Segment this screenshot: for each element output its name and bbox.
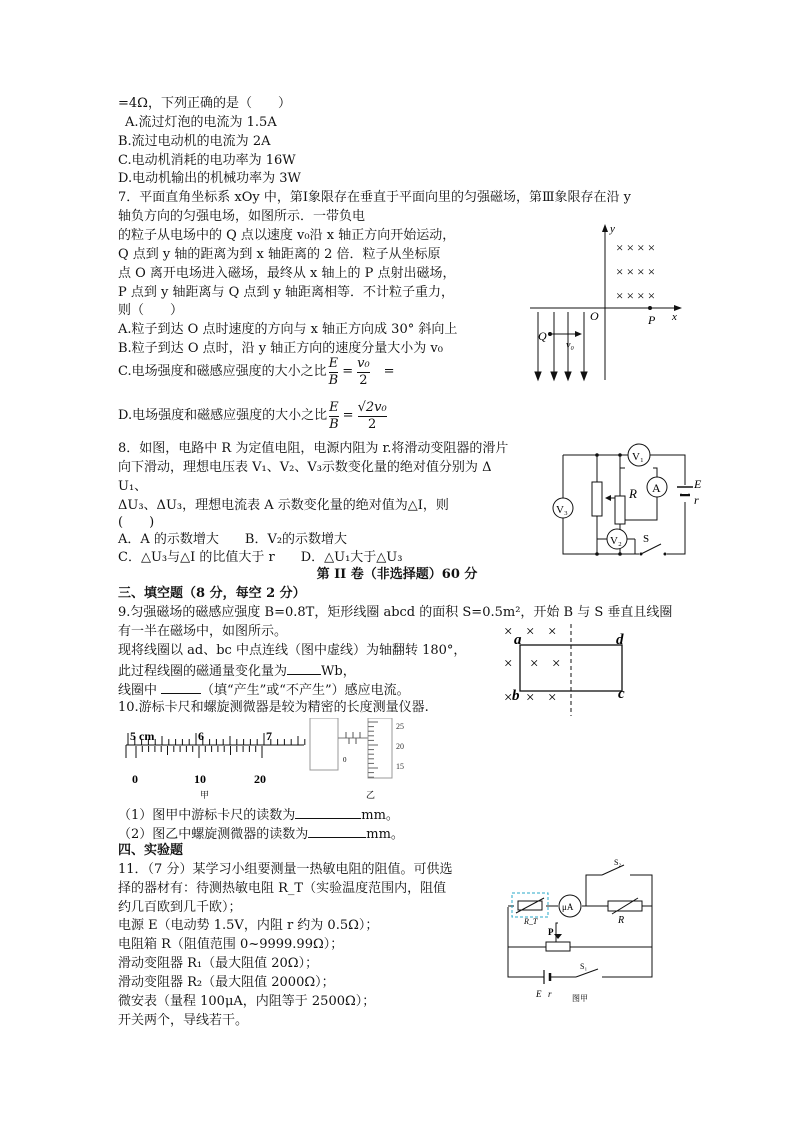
frac-den-2: 2 [359, 372, 368, 388]
micrometer [310, 718, 404, 778]
q7-option-d [118, 396, 387, 436]
voltmeter-v2-label: V₂ [610, 535, 622, 547]
ammeter-label: A [652, 481, 661, 495]
frac-den-b-2: B [329, 416, 339, 432]
fraction-sqrt2v0-over-2 [358, 400, 387, 433]
q9-stem-3: 现将线圈以 ad、bc 中点连线（图中虚线）为轴翻转 180°， [118, 643, 467, 658]
q11-power-source: 电源 E（电动势 1.5V，内阻 r 约为 0.5Ω）； [118, 918, 379, 933]
x-axis-label: x [672, 311, 677, 323]
q9-flux-text: 此过程线圈的磁通量变化量为 [118, 664, 288, 679]
microammeter-label: μA [562, 902, 574, 912]
q7-stem-1: 7．平面直角坐标系 xOy 中，第Ⅰ象限存在垂直于平面向里的匀强磁场，第Ⅲ象限存在沿 y [118, 190, 632, 205]
main-label-6: 6 [198, 729, 204, 743]
q11-circuit-diagram [498, 855, 668, 1003]
svg-text:×: × [552, 656, 561, 672]
svg-text:× × × ×: × × × × [616, 240, 656, 255]
q11-stem-3: 约几百欧到几千欧）； [118, 900, 242, 915]
q7-option-b: B.粒子到达 O 点时，沿 y 轴正方向的速度分量大小为 v₀ [118, 341, 443, 356]
q11-microammeter: 微安表（量程 100μA，内阻等于 2500Ω）； [118, 994, 376, 1009]
q6-option-b: B.流过电动机的电流为 2A [118, 134, 271, 149]
q8-stem-4: ΔU₃、ΔU₃，理想电流表 A 示数变化量的绝对值为△I，则 [118, 498, 449, 513]
q9-stem-4 [118, 661, 356, 681]
q9-coil-diagram [500, 620, 640, 720]
q11-resistance-box: 电阻箱 R（阻值范围 0~9999.99Ω）； [118, 937, 344, 952]
q7-stem-2: 轴负方向的匀强电场，如图所示．一带负电 [118, 209, 366, 224]
q9-stem-2: 有一半在磁场中，如图所示。 [118, 624, 288, 639]
y-axis-arrow [602, 224, 608, 232]
svg-text:×: × [504, 624, 513, 640]
q11-rheostat-r1: 滑动变阻器 R₁（最大阻值 20Ω）； [118, 956, 319, 971]
answer-blank-current[interactable] [161, 680, 201, 694]
caption-jia: 甲 [200, 790, 210, 800]
q8-options-cd: C．△U₃与△I 的比值大于 r D．△U₁大于△U₃ [118, 550, 403, 565]
emf-e-label: E [536, 989, 542, 999]
point-p [648, 306, 652, 310]
origin-label: O [590, 309, 599, 323]
svg-text:×: × [504, 656, 513, 672]
q8-stem-5: ( ) [118, 515, 155, 530]
q9-stem-1: 9.匀强磁场的磁感应强度 B=0.8T，矩形线圈 abcd 的面积 S=0.5m²，开始 B 与 S 垂直且线圈 [118, 605, 673, 620]
q7-field-diagram [520, 220, 685, 385]
equals-sign-2: = [342, 408, 354, 423]
frac-num-e: E [328, 355, 339, 371]
answer-blank-vernier[interactable] [295, 805, 361, 819]
q7-option-c-end: = [383, 364, 395, 379]
svg-text:×: × [548, 690, 557, 706]
point-q [548, 332, 552, 336]
svg-text:× × × ×: × × × × [616, 288, 656, 303]
velocity-label: v₀ [566, 340, 574, 351]
equals-sign: = [342, 364, 354, 379]
switch-s1-label: S₁ [580, 962, 588, 971]
q10-part-2 [118, 824, 404, 844]
fixed-resistor [615, 496, 625, 524]
q10-part-1 [118, 805, 399, 825]
q10-part-1-text: （1）图甲中游标卡尺的读数为 [118, 808, 296, 823]
emf-label: E [694, 477, 702, 491]
q6-option-a: A.流过灯泡的电流为 1.5A [125, 115, 277, 130]
q9-stem-5 [118, 680, 410, 700]
q7-stem-7: 则（ ） [118, 303, 184, 318]
point-q-label: Q [538, 329, 547, 343]
velocity-arrowhead [575, 331, 582, 337]
vernier-scale-ticks [136, 746, 262, 758]
frac-num-v0: v₀ [357, 355, 370, 371]
fraction-e-over-b-2 [329, 400, 339, 433]
svg-text:×: × [526, 624, 535, 640]
svg-text:× × × ×: × × × × [616, 264, 656, 279]
vernier-main-scale-ticks [128, 733, 305, 745]
vernier-label-0: 0 [132, 772, 138, 786]
q11-rheostat-r2: 滑动变阻器 R₂（最大阻值 2000Ω）； [118, 975, 335, 990]
thimble-label-25: 25 [396, 722, 404, 731]
q11-battery [544, 970, 550, 984]
section-3-heading: 三、填空题（8 分，每空 2 分） [118, 586, 306, 601]
q7-option-d-text: D.电场强度和磁感应强度的大小之比 [118, 408, 328, 423]
caption-yi: 乙 [366, 790, 376, 800]
figure-caption: 图甲 [572, 994, 588, 1003]
q6-option-d: D.电动机输出的机械功率为 3W [118, 171, 301, 186]
rheostat-slider [605, 495, 611, 501]
slider-p-label: P [548, 927, 554, 937]
q11-switches: 开关两个，导线若干。 [118, 1013, 249, 1028]
rheostat-slider-p [554, 934, 562, 939]
q11-stem-2: 择的器材有：待测热敏电阻 R_T（实验温度范围内，阻值 [118, 881, 447, 896]
corner-b: b [512, 688, 520, 704]
corner-d: d [616, 632, 624, 648]
fraction-e-over-b [329, 356, 339, 389]
slide-rheostat [546, 942, 570, 951]
vernier-caliper [126, 729, 305, 786]
q8-circuit-diagram [545, 440, 710, 562]
main-label-5cm: 5 cm [130, 729, 155, 743]
q9-flux-unit: Wb， [321, 664, 356, 679]
thimble-label-15: 15 [396, 762, 404, 771]
frac-num-sqrt2v0: √2v₀ [357, 399, 387, 415]
q7-stem-4: Q 点到 y 轴的距离为到 x 轴距离的 2 倍．粒子从坐标原 [118, 247, 441, 262]
q7-stem-3: 的粒子从电场中的 Q 点以速度 v₀沿 x 轴正方向开始运动， [118, 228, 456, 243]
part-2-heading [0, 566, 794, 584]
main-label-7: 7 [266, 729, 272, 743]
q10-instruments [118, 718, 418, 800]
q10-part-2-text: （2）图乙中螺旋测微器的读数为 [118, 827, 309, 842]
answer-blank-flux[interactable] [287, 661, 321, 675]
resistor-label: R [629, 486, 637, 501]
q7-option-c [118, 352, 395, 392]
section-4-heading: 四、实验题 [118, 843, 184, 858]
part-2-heading-text: 第 II 卷（非选择题）60 分 [316, 567, 478, 582]
q10-part-2-unit: mm。 [366, 827, 404, 842]
vernier-label-20: 20 [254, 772, 266, 786]
electric-field-lines [535, 312, 587, 380]
q7-option-a: A.粒子到达 O 点时速度的方向与 x 轴正方向成 30° 斜向上 [118, 322, 458, 337]
q7-stem-5: 点 O 离开电场进入磁场，最终从 x 轴上的 P 点射出磁场， [118, 266, 456, 281]
svg-text:×: × [548, 624, 557, 640]
q9-current-text: 线圈中 [118, 683, 158, 698]
rheostat [592, 482, 602, 516]
svg-text:×: × [504, 690, 513, 706]
thimble-label-20: 20 [396, 742, 404, 751]
magnetic-field-crosses [616, 240, 655, 303]
fraction-v0-over-2 [357, 356, 370, 389]
internal-r-label: r [548, 989, 552, 999]
frac-den-b: B [328, 372, 339, 388]
q10-stem: 10.游标卡尺和螺旋测微器是较为精密的长度测量仪器. [118, 700, 429, 715]
internal-resistance-label: r [694, 493, 699, 507]
q8-stem-3: U₁、 [118, 479, 148, 494]
corner-c: c [618, 686, 625, 702]
resistance-box-label: R [618, 915, 625, 926]
q6-stem-tail: =4Ω，下列正确的是（ ） [118, 96, 291, 111]
q7-stem-6: P 点到 y 轴距离与 Q 点到 y 轴距离相等．不计粒子重力， [118, 285, 455, 300]
q6-option-c: C.电动机消耗的电功率为 16W [118, 153, 296, 168]
frac-den-2b: 2 [367, 416, 377, 432]
voltmeter-v3-label: V₃ [556, 504, 568, 516]
svg-text:×: × [530, 656, 539, 672]
switch-s-label: S [643, 533, 650, 545]
sleeve-zero: 0 [343, 756, 347, 764]
q9-current-hint: （填“产生”或“不产生”）感应电流。 [201, 683, 410, 698]
q10-part-1-unit: mm。 [361, 808, 399, 823]
svg-text:×: × [526, 690, 535, 706]
voltmeter-v1-label: V₁ [632, 451, 644, 463]
q8-options-ab: A．A 的示数增大 B．V₂的示数增大 [118, 532, 348, 547]
q7-option-c-text: C.电场强度和磁感应强度的大小之比 [118, 364, 327, 379]
corner-a: a [514, 632, 522, 648]
q11-stem-1: 11．（7 分）某学习小组要测量一热敏电阻的阻值。可供选 [118, 862, 453, 877]
vernier-label-10: 10 [194, 772, 206, 786]
answer-blank-micrometer[interactable] [308, 824, 366, 838]
frac-num-e-2: E [329, 399, 339, 415]
thermistor-label: R_T [524, 917, 538, 926]
y-axis-label: y [610, 223, 615, 235]
q8-stem-2: 向下滑动，理想电压表 V₁、V₂、V₃示数变化量的绝对值分别为 Δ [118, 460, 492, 475]
switch-s2-label: S₂ [614, 858, 622, 867]
q8-stem-1: 8．如图，电路中 R 为定值电阻，电源内阻为 r.将滑动变阻器的滑片 [118, 441, 509, 456]
point-p-label: P [648, 313, 656, 327]
